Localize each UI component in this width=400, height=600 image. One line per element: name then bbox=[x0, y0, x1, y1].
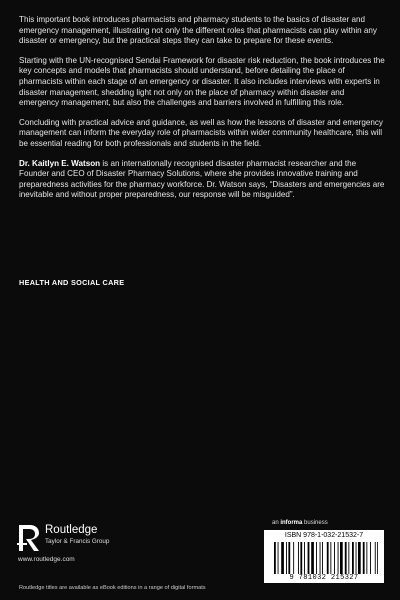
informa-prefix: an bbox=[272, 520, 281, 526]
publisher-url[interactable]: www.routledge.com bbox=[18, 556, 75, 563]
publisher-group: Taylor & Francis Group bbox=[45, 538, 110, 545]
author-name: Dr. Kaitlyn E. Watson bbox=[19, 158, 101, 168]
informa-business-tag bbox=[272, 520, 328, 526]
description-paragraph-1: This important book introduces pharmacists and pharmacy students to the basics of disaster and emergency management, illustrating not only the different roles that pharmacists can play within any disaster or emergency, but the practical steps they can take to prepare for these events. bbox=[19, 15, 377, 46]
isbn-label: ISBN 978-1-032-21532-7 bbox=[284, 532, 364, 539]
subject-category: HEALTH AND SOCIAL CARE bbox=[19, 278, 125, 287]
informa-suffix: business bbox=[302, 520, 328, 526]
informa-brand: informa bbox=[280, 520, 303, 526]
publisher-block bbox=[17, 523, 167, 563]
ebook-footnote: Routledge titles are available as eBook editions in a range of digital formats bbox=[19, 585, 206, 591]
author-bio bbox=[19, 159, 385, 201]
publisher-name: Routledge bbox=[45, 524, 98, 536]
description-paragraph-2: Starting with the UN-recognised Sendai Framework for disaster risk reduction, the book introduces the key concepts and models that pharmacists should understand, before detailing the place of pharmacists within each stage of an emergency or disaster. It also includes interviews with experts in disaster management, shedding light not only on the place of pharmacy within disaster and emergency management, but also the challenges and barriers involved in fulfilling this role. bbox=[19, 55, 385, 108]
description-paragraph-3: Concluding with practical advice and guidance, as well as how the lessons of disaster and emergency management can inform the everyday role of pharmacists within wider community healthcare, this will be essential reading for both professionals and students in the field. bbox=[19, 117, 383, 148]
barcode-icon bbox=[274, 542, 378, 574]
barcode-digits: 9 781032 215327 bbox=[289, 574, 359, 582]
back-cover-text bbox=[19, 15, 385, 210]
author-bio-text: is an internationally recognised disaster pharmacist researcher and the Founder and CEO of Disaster Pharmacy Solutions, where she provides innovative training and preparedness activities for the pharmacy workforce. Dr. Watson says, “Disasters and emergencies are inevitable and without proper preparedness, our response will be misguided”. bbox=[19, 158, 385, 200]
routledge-logo-icon bbox=[17, 523, 41, 553]
isbn-barcode-box bbox=[264, 530, 384, 583]
